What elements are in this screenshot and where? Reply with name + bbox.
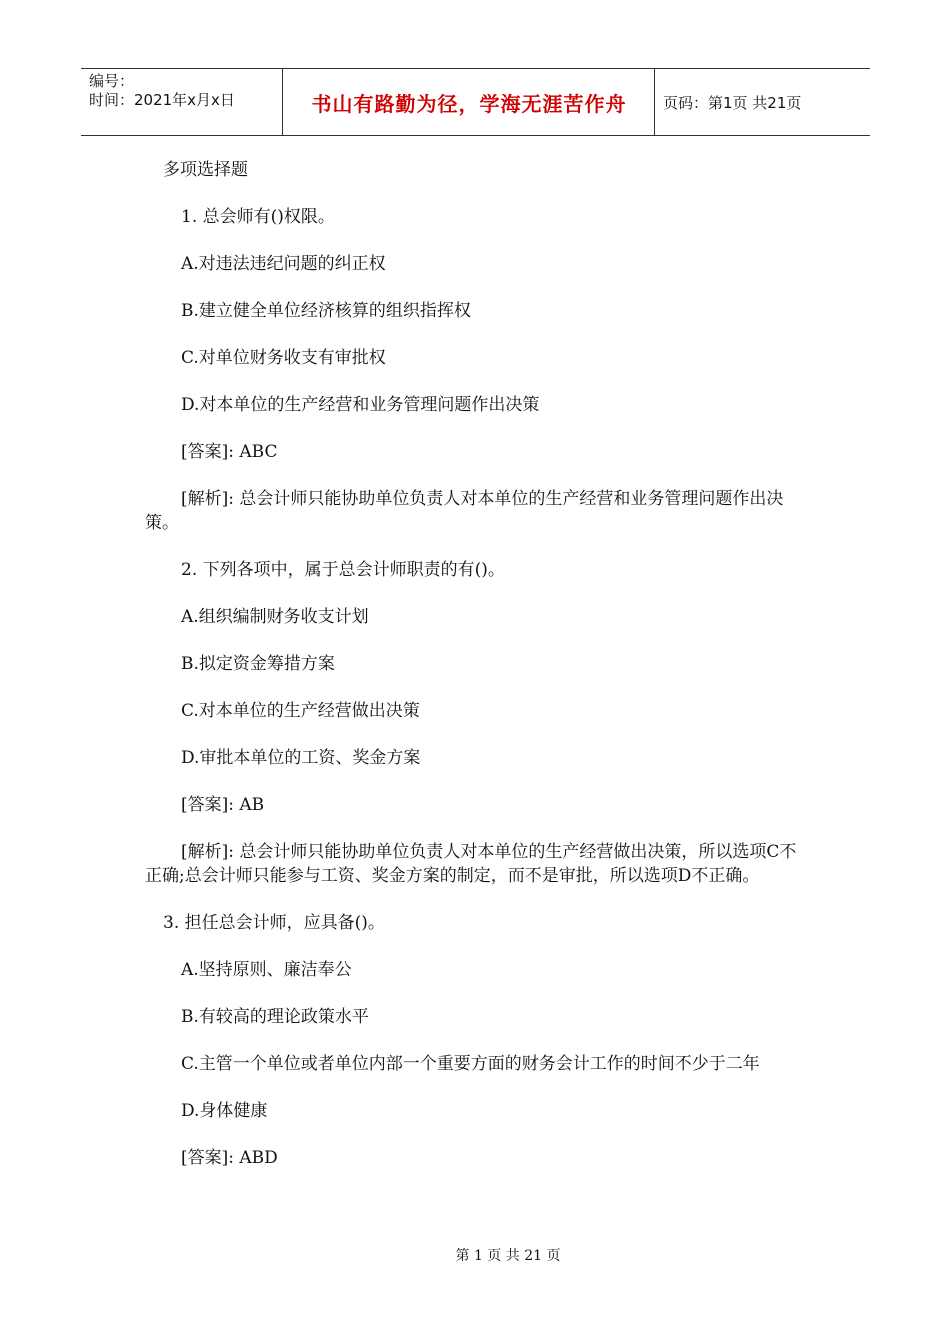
- header-page-info: 页码：第1页 共21页: [663, 93, 802, 112]
- option-d: D.对本单位的生产经营和业务管理问题作出决策: [181, 395, 540, 415]
- document-body: [145, 158, 805, 1193]
- explanation: [解析]: 总会计师只能协助单位负责人对本单位的生产经营和业务管理问题作出决策。: [145, 489, 784, 533]
- page-footer: 第 1 页 共 21 页: [455, 1248, 561, 1264]
- option-a: A.组织编制财务收支计划: [181, 607, 369, 627]
- option-a: A.对违法违纪问题的纠正权: [181, 254, 386, 274]
- option-b: B.拟定资金筹措方案: [181, 654, 335, 674]
- question-stem: 2. 下列各项中，属于总会计师职责的有()。: [181, 560, 505, 580]
- serial-label: 编号：: [89, 72, 135, 90]
- option-b: B.有较高的理论政策水平: [181, 1007, 369, 1027]
- option-a: A.坚持原则、廉洁奉公: [181, 960, 352, 980]
- option-c: C.对单位财务收支有审批权: [181, 348, 386, 368]
- section-title: 多项选择题: [163, 160, 248, 180]
- answer: [答案]: ABD: [181, 1148, 278, 1168]
- option-c: C.对本单位的生产经营做出决策: [181, 701, 420, 721]
- answer: [答案]: ABC: [181, 442, 278, 462]
- option-d: D.审批本单位的工资、奖金方案: [181, 748, 421, 768]
- option-d: D.身体健康: [181, 1101, 268, 1121]
- option-c: C.主管一个单位或者单位内部一个重要方面的财务会计工作的时间不少于二年: [181, 1054, 760, 1074]
- header-meta: [81, 69, 283, 135]
- explanation: [解析]: 总会计师只能协助单位负责人对本单位的生产经营做出决策，所以选项C不正确;总会计师只能参与工资、奖金方案的制定，而不是审批，所以选项D不正确。: [145, 842, 797, 886]
- option-b: B.建立健全单位经济核算的组织指挥权: [181, 301, 471, 321]
- date-label: 时间：2021年x月x日: [89, 91, 235, 109]
- question-stem: 1. 总会师有()权限。: [181, 207, 335, 227]
- page-header: [81, 68, 870, 136]
- question-stem: 3. 担任总会计师，应具备()。: [163, 913, 385, 933]
- answer: [答案]: AB: [181, 795, 265, 815]
- header-motto: 书山有路勤为径，学海无涯苦作舟: [284, 69, 655, 135]
